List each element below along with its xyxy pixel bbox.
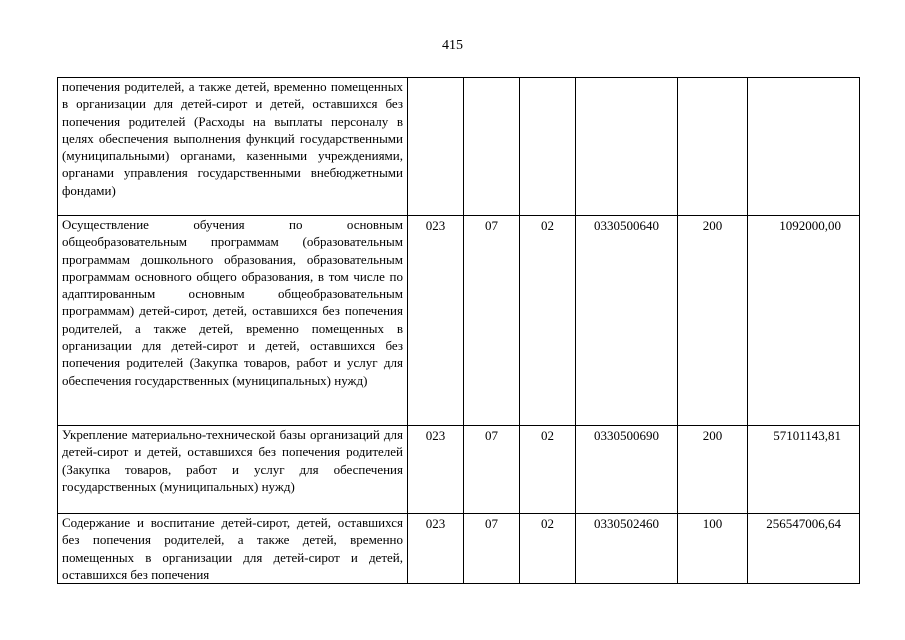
table-row: [58, 514, 860, 584]
section-code: 07: [464, 514, 520, 584]
section-code: 07: [464, 426, 520, 514]
amount: 1092000,00: [748, 216, 860, 426]
target-article-code: 0330500690: [576, 426, 678, 514]
amount: 57101143,81: [748, 426, 860, 514]
subsection-code: 02: [520, 216, 576, 426]
row-description: Содержание и воспитание детей-сирот, детей, оставшихся без попечения родителей, а также детей, временно помещенных в организации для детей-сирот и детей, оставшихся без попечения: [58, 514, 408, 584]
subsection-code: 02: [520, 426, 576, 514]
subsection-code: 02: [520, 514, 576, 584]
section-code: [464, 78, 520, 216]
ministry-code: 023: [408, 514, 464, 584]
table-row: [58, 426, 860, 514]
amount: [748, 78, 860, 216]
table-row: [58, 216, 860, 426]
target-article-code: 0330502460: [576, 514, 678, 584]
expense-type-code: [678, 78, 748, 216]
ministry-code: 023: [408, 216, 464, 426]
amount: 256547006,64: [748, 514, 860, 584]
table-row: [58, 78, 860, 216]
budget-table: [57, 77, 860, 584]
target-article-code: 0330500640: [576, 216, 678, 426]
expense-type-code: 200: [678, 216, 748, 426]
expense-type-code: 100: [678, 514, 748, 584]
expense-type-code: 200: [678, 426, 748, 514]
target-article-code: [576, 78, 678, 216]
row-description: попечения родителей, а также детей, временно помещенных в организации для детей-сирот и детей, оставшихся без попечения родителей (Расходы на выплаты персоналу в целях обеспечения выполнения функций государственными (муниципальными) органами, казенными учреждениями, органами управления государственными внебюджетными фондами): [58, 78, 408, 216]
section-code: 07: [464, 216, 520, 426]
ministry-code: [408, 78, 464, 216]
page-number: 415: [442, 38, 463, 53]
row-description: Укрепление материально-технической базы организаций для детей-сирот и детей, оставшихся без попечения родителей (Закупка товаров, работ и услуг для обеспечения государственных (муниципальных) нужд): [58, 426, 408, 514]
row-description: Осуществление обучения по основным общеобразовательным программам (образовательным программам дошкольного образования, образовательным программам основного общего образования, в том числе по адаптированным основным общеобразовательным программам) детей-сирот, детей, оставшихся без попечения родителей, а также детей, временно помещенных в организации для детей-сирот и детей, оставшихся без попечения родителей (Закупка товаров, работ и услуг для обеспечения государственных (муниципальных) нужд): [58, 216, 408, 426]
subsection-code: [520, 78, 576, 216]
ministry-code: 023: [408, 426, 464, 514]
